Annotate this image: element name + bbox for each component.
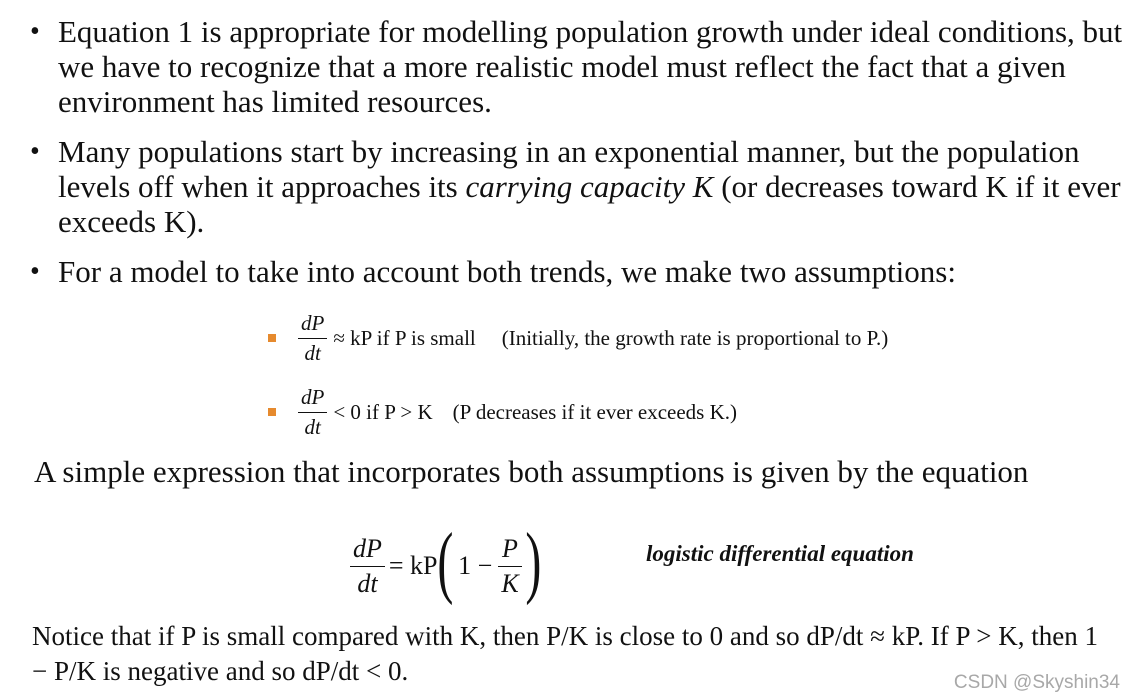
- watermark: CSDN @Skyshin34: [953, 672, 1120, 693]
- assumption-condition: ≈ kP if P is small: [333, 325, 476, 350]
- bullet-text-2-after: (or decreases toward K if it ever exceeds K).: [58, 169, 1121, 239]
- assumption-item-1: [262, 306, 997, 370]
- inner-fraction: [498, 534, 521, 599]
- left-paren-icon: (: [436, 518, 453, 606]
- assumption-note: (Initially, the growth rate is proportional to P.): [501, 325, 889, 350]
- inner-numerator: P: [502, 533, 518, 563]
- bullet-text-3: For a model to take into account both trends, we make two assumptions:: [58, 254, 956, 289]
- assumption-note: (P decreases if it ever exceeds K.): [452, 399, 738, 424]
- derivative-fraction: [298, 311, 327, 366]
- carrying-capacity-term: carrying capacity K: [465, 169, 714, 204]
- lhs-fraction: [350, 534, 385, 599]
- fraction-numerator: dP: [301, 310, 325, 335]
- fraction-denominator: dt: [304, 414, 321, 439]
- bullet-list: [28, 14, 1123, 304]
- bullet-text-1: Equation 1 is appropriate for modelling population growth under ideal conditions, but we have to recognize that a more realistic model must reflect the fact that a given environment has limited resources.: [58, 14, 1123, 119]
- square-bullet-icon: [268, 334, 276, 342]
- bullet-item-1: [28, 14, 1123, 119]
- assumptions-list: [262, 306, 997, 444]
- rhs-prefix: = kP: [388, 551, 438, 580]
- inner-denominator: K: [501, 568, 519, 598]
- bullet-item-3: [28, 254, 1123, 289]
- bullet-dot-icon: •: [30, 256, 40, 287]
- bullet-dot-icon: •: [30, 16, 40, 47]
- notice-paragraph: Notice that if P is small compared with K, then P/K is close to 0 and so dP/dt ≈ kP. If P > K, then 1 − P/K is negative and so dP/dt < 0.: [32, 621, 1098, 686]
- square-bullet-icon: [268, 408, 276, 416]
- fraction-denominator: dt: [304, 340, 321, 365]
- one-minus-term: 1 −: [458, 551, 493, 580]
- equation-label: logistic differential equation: [646, 541, 914, 566]
- assumption-condition: < 0 if P > K: [333, 399, 433, 424]
- assumption-item-2: [262, 380, 997, 444]
- lhs-numerator: dP: [353, 533, 382, 563]
- logistic-equation: [350, 520, 540, 612]
- bullet-dot-icon: •: [30, 136, 40, 167]
- right-paren-icon: ): [525, 518, 541, 606]
- bullet-text-2-before: Many populations start by increasing in an exponential manner, but the population levels off when it approaches its: [58, 134, 1080, 204]
- derivative-fraction: [298, 385, 327, 440]
- intro-paragraph: A simple expression that incorporates both assumptions is given by the equation: [34, 454, 1029, 489]
- fraction-numerator: dP: [301, 384, 325, 409]
- lhs-denominator: dt: [357, 568, 378, 598]
- bullet-item-2: [28, 134, 1123, 239]
